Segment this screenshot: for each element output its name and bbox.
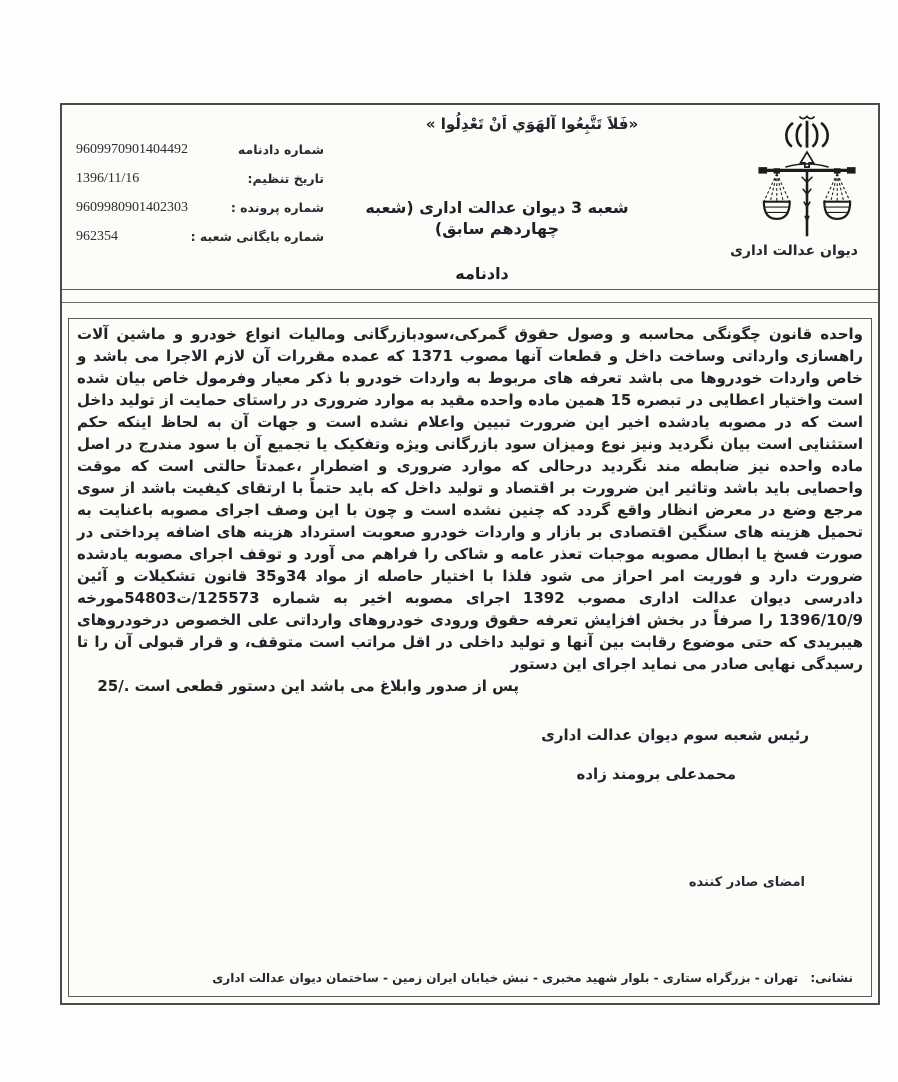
judgment-number-value: 9609970901404492	[76, 141, 188, 157]
organization-name: دیوان عدالت اداری	[730, 243, 858, 259]
issuer-signature-label: امضای صادر کننده	[688, 875, 805, 890]
header-divider-line-2	[62, 302, 878, 303]
judiciary-scales-emblem-icon	[753, 111, 861, 247]
judgment-body-box	[68, 318, 872, 997]
issue-date-label: تاریخ تنظیم:	[247, 171, 324, 186]
header-fields	[76, 135, 324, 251]
signatory-name: محمدعلی برومند زاده	[576, 765, 736, 783]
case-number-label: شماره پرونده :	[230, 200, 324, 215]
document-title: دادنامه	[455, 264, 509, 283]
header-divider-line	[62, 289, 878, 290]
issue-date-value: 1396/11/16	[76, 170, 140, 186]
field-issue-date	[76, 164, 324, 193]
address-text: تهران - بزرگراه ستاری - بلوار شهید مخبری - نبش خیابان ایران زمین - ساختمان دیوان عدالت اداری	[212, 971, 799, 985]
branch-name: شعبه 3 دیوان عدالت اداری (شعبه چهاردهم سابق)	[365, 198, 629, 238]
court-address	[212, 971, 853, 985]
archive-number-value: 962354	[76, 228, 118, 244]
address-label: نشانی:	[810, 971, 853, 985]
field-case-number	[76, 193, 324, 222]
judgment-number-label: شماره دادنامه	[237, 142, 324, 157]
archive-number-label: شماره بایگانی شعبه :	[190, 229, 324, 244]
judgment-closing-line: پس از صدور وابلاغ می باشد این دستور قطعی است ./25	[97, 677, 519, 695]
document-border-frame	[60, 103, 880, 1005]
field-archive-number	[76, 222, 324, 251]
signatory-title: رئیس شعبه سوم دیوان عدالت اداری	[541, 726, 809, 744]
case-number-value: 9609980901402303	[76, 199, 188, 215]
field-judgment-number	[76, 135, 324, 164]
quran-quote: «فَلاَ تَتَّبِعُوا آلهَوَي اَنْ تَعْدِلُوا »	[425, 115, 639, 133]
judgment-text: واحده قانون چگونگی محاسبه و وصول حقوق گمرکی،سودبازرگانی ومالیات انواع خودرو و ماشین آلات راهسازی وارداتی وساخت داخل و قطعات آنها مصوب 1371 که عمده مقررات آن لازم الاجرا می باشد و خاص واردات خودروها می باشد تعرفه های مربوط به واردات خودرو با ذکر معیار وفرمول خاص بیان شده است واختیار اعطایی در تبصره 15 همین ماده واحده مقید به موارد ضروری در راستای حمایت از تولید داخل است که در مصوبه یادشده اخیر این ضرورت تبیین واعلام نشده است و جهات آن به لحاظ اینکه حکم استثنایی است بیان نگردید ونیز نوع ومیزان سود بازرگانی ویژه وتفکیک یا تجمیع آن با سود مندرج در اصل ماده واحده نیز ضابطه مند نگردید درحالی که موارد ضروری و اضطرار ،عمدتاً حالتی است که موقت واحصایی باید باشد وتاثیر این ضرورت بر اقتصاد و تولید داخل که باید حتماً با ارتقای کیفیت باشد از سوی مرجع وضع در معرض انظار واقع گردد که چنین نشده است و چون با این وصف اجرای مصوبه باعنایت به تحمیل هزینه های سنگین اقتصادی بر بازار و واردات خودرو صعوبت استرداد هزینه های اضافه پرداختی در صورت فسخ یا ابطال مصوبه موجبات تعذر عامه و شاکی را فراهم می آورد و توقف اجرای مصوبه یادشده ضرورت دارد و فوریت امر احراز می شود فلذا با اختیار حاصله از مواد 34و35 قانون تشکیلات و آئین دادرسی دیوان عدالت اداری مصوب 1392 اجرای مصوبه اخیر به شماره 125573/ت54803مورخه 1396/10/9 را صرفاً در بخش افزایش تعرفه حقوق ورودی خودروهای وارداتی علی الخصوص درخودروهای هیبریدی که حتی موضوع رقابت بین آنها و تولید داخلی در اقل مراتب است متوقف، و قرار قبولی آن را تا رسیدگی نهایی صادر می نماید اجرای این دستور	[77, 325, 863, 673]
